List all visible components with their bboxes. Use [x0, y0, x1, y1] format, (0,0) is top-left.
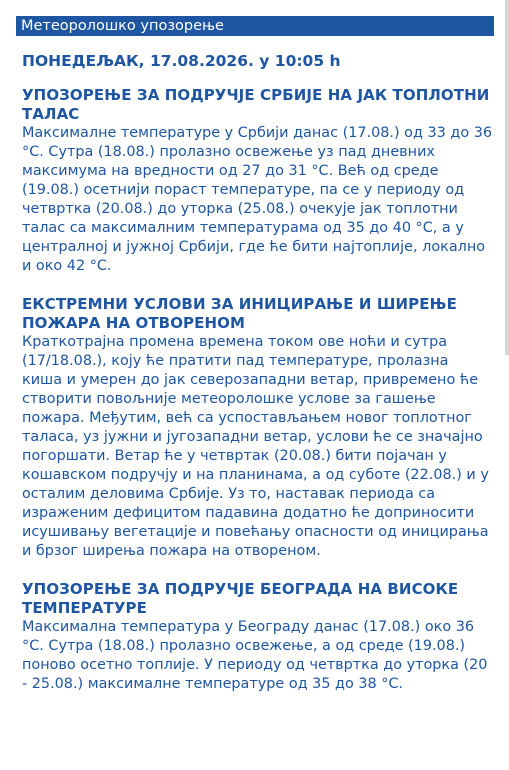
warning-page: [16, 16, 494, 694]
section-heading: УПОЗОРЕЊЕ ЗА ПОДРУЧЈЕ БЕОГРАДА НА ВИСОКЕ ТЕМПЕРАТУРЕ: [22, 580, 459, 617]
warning-section-belgrade-heat: [16, 580, 494, 694]
section-heading: УПОЗОРЕЊЕ ЗА ПОДРУЧЈЕ СРБИЈЕ НА ЈАК ТОПЛОТНИ ТАЛАС: [22, 86, 490, 123]
section-heading: ЕКСТРЕМНИ УСЛОВИ ЗА ИНИЦИРАЊЕ И ШИРЕЊЕ ПОЖАРА НА ОТВОРЕНОМ: [22, 295, 457, 332]
issue-date: ПОНЕДЕЉАК, 17.08.2026. у 10:05 h: [22, 52, 341, 70]
page-title-bar: [16, 16, 494, 36]
section-body: Краткотрајна промена времена током ове ноћи и сутра (17/18.08.), коју ће пратити пад температуре, пролазна киша и умерен до јак северозападни ветар, привремено ће створити повољније метеоролошке услове за гашење пожара. Међутим, већ са успостављањем новог топлотног таласа, уз јужни и југозападни ветар, услови ће се значајно погоршати. Ветар ће у четвртак (20.08.) бити појачан у кошавском подручју и на планинама, а од суботе (22.08.) и у осталим деловима Србије. Уз то, наставак периода са израженим дефицитом падавина додатно ће доприносити исушивању вегетације и повећању опасности од иницирања и брзог ширења пожара на отвореном.: [22, 334, 489, 559]
section-body: Максимална температура у Београду данас (17.08.) око 36 °C. Сутра (18.08.) пролазно освежење, а од среде (19.08.) поново осетно топлије. У периоду од четвртка до уторка (20 - 25.08.) максималне температуре од 35 до 38 °C.: [22, 619, 488, 692]
scrollbar[interactable]: [505, 0, 509, 355]
page-title: Метеоролошко упозорење: [21, 18, 224, 34]
warning-section-fire: [16, 295, 494, 561]
section-body: Максималне температуре у Србији данас (17.08.) од 33 до 36 °C. Сутра (18.08.) пролазно освежење уз пад дневних максимума на вредности од 27 до 31 °C. Већ од среде (19.08.) осетнији пораст температуре, па се у периоду од четвртка (20.08.) до уторка (25.08.) очекује јак топлотни талас са максималним температурама од 35 до 40 °C, а у централној и јужној Србији, где ће бити најтоплије, локално и око 42 °C.: [22, 125, 493, 274]
warning-section-serbia-heat: [16, 86, 494, 276]
